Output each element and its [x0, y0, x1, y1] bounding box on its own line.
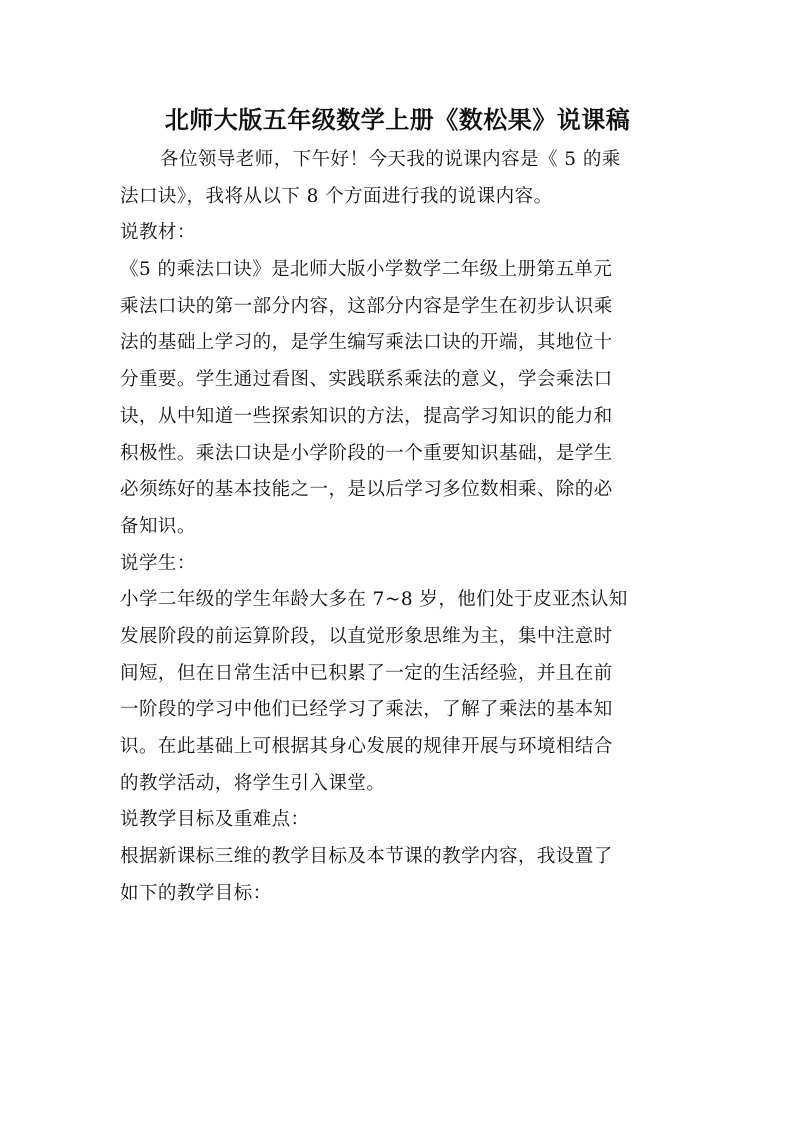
- document-body: [120, 142, 675, 912]
- paragraph-line: 根据新课标三维的教学目标及本节课的教学内容，我设置了: [120, 846, 613, 868]
- paragraph-line: 分重要。学生通过看图、实践联系乘法的意义，学会乘法口: [120, 369, 613, 391]
- paragraph-line: 诀，从中知道一些探索知识的方法，提高学习知识的能力和: [120, 405, 613, 427]
- section-heading-objectives: 说教学目标及重难点：: [120, 809, 310, 831]
- paragraph-line: 法口诀》，我将从以下 8 个方面进行我的说课内容。: [120, 185, 553, 207]
- paragraph-line: 积极性。乘法口诀是小学阶段的一个重要知识基础，是学生: [120, 442, 613, 464]
- paragraph-line: 各位领导老师，下午好！今天我的说课内容是《 5 的乘: [160, 149, 621, 170]
- paragraph-line: 乘法口诀的第一部分内容，这部分内容是学生在初步认识乘: [120, 295, 613, 317]
- paragraph-line: 的教学活动，将学生引入课堂。: [120, 772, 386, 794]
- paragraph-line: 一阶段的学习中他们已经学习了乘法，了解了乘法的基本知: [120, 699, 613, 721]
- section-heading-students: 说学生：: [120, 552, 196, 574]
- paragraph-line: 间短，但在日常生活中已积累了一定的生活经验，并且在前: [120, 662, 613, 684]
- paragraph-line: 必须练好的基本技能之一，是以后学习多位数相乘、除的必: [120, 479, 613, 501]
- section-heading-textbook: 说教材：: [120, 222, 196, 244]
- paragraph-line: 识。在此基础上可根据其身心发展的规律开展与环境相结合: [120, 736, 613, 757]
- paragraph-line: 备知识。: [120, 515, 196, 537]
- paragraph-line: 法的基础上学习的，是学生编写乘法口诀的开端，其地位十: [120, 332, 613, 354]
- paragraph-line: 发展阶段的前运算阶段，以直觉形象思维为主，集中注意时: [120, 625, 613, 647]
- paragraph-line: 小学二年级的学生年龄大多在 7~8 岁，他们处于皮亚杰认知: [120, 589, 628, 611]
- paragraph-line: 如下的教学目标：: [120, 882, 272, 904]
- document-title: 北师大版五年级数学上册《数松果》说课稿: [164, 105, 631, 134]
- paragraph-line: 《5 的乘法口诀》是北师大版小学数学二年级上册第五单元: [120, 259, 613, 281]
